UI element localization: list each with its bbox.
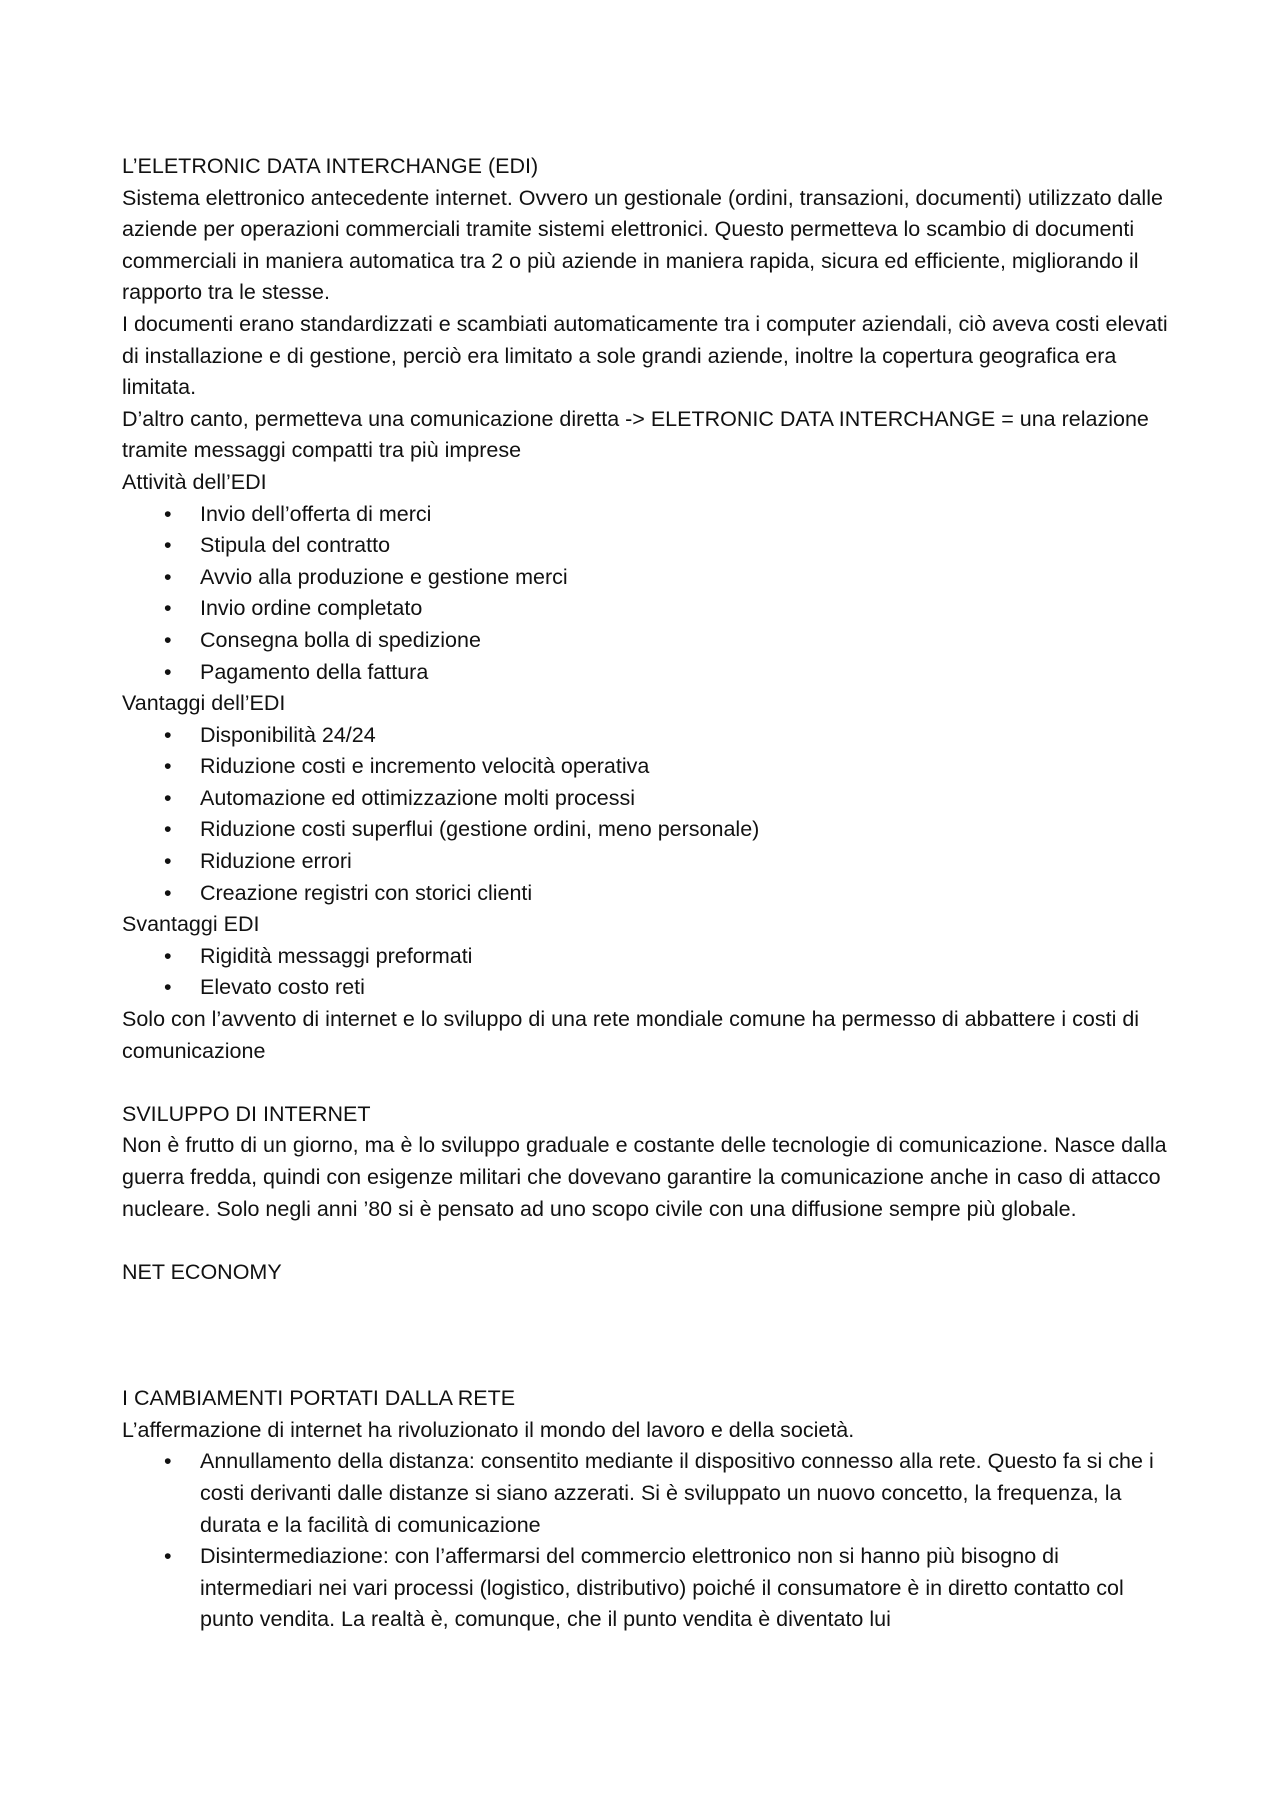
list-item: • Avvio alla produzione e gestione merci bbox=[200, 562, 1172, 594]
changes-intro: L’affermazione di internet ha rivoluzionato il mondo del lavoro e della società. bbox=[122, 1417, 855, 1442]
list-item: • Riduzione costi superflui (gestione ordini, meno personale) bbox=[200, 814, 1172, 846]
list-item: • Pagamento della fattura bbox=[200, 657, 1172, 689]
edi-activities-list bbox=[122, 499, 1172, 689]
edi-advantages-heading: Vantaggi dell’EDI bbox=[122, 691, 286, 716]
spacer bbox=[122, 1067, 1172, 1099]
edi-disadvantages-list bbox=[122, 941, 1172, 1004]
list-item: • Disintermediazione: con l’affermarsi del commercio elettronico non si hanno più bisogno di intermediari nei vari processi (logistico, distributivo) poiché il consumatore è in diretto contatto col punto vendita. La realtà è, comunque, che il punto vendita è diventato lui bbox=[200, 1541, 1172, 1636]
list-item: • Automazione ed ottimizzazione molti processi bbox=[200, 783, 1172, 815]
internet-paragraph: Non è frutto di un giorno, ma è lo sviluppo graduale e costante delle tecnologie di comunicazione. Nasce dalla guerra fredda, quindi con esigenze militari che dovevano garantire la comunicazione anche in caso di attacco nucleare. Solo negli anni ’80 si è pensato ad uno scopo civile con una diffusione sempre più globale. bbox=[122, 1133, 1167, 1221]
changes-title: I CAMBIAMENTI PORTATI DALLA RETE bbox=[122, 1386, 516, 1411]
edi-note: Solo con l’avvento di internet e lo sviluppo di una rete mondiale comune ha permesso di abbattere i costi di comunicazione bbox=[122, 1007, 1140, 1063]
list-item: • Rigidità messaggi preformati bbox=[200, 941, 1172, 973]
list-item: • Invio ordine completato bbox=[200, 593, 1172, 625]
edi-paragraph-3: D’altro canto, permetteva una comunicazione diretta -> ELETRONIC DATA INTERCHANGE = una relazione tramite messaggi compatti tra più imprese bbox=[122, 406, 1149, 463]
list-item: • Riduzione costi e incremento velocità operativa bbox=[200, 751, 1172, 783]
net-economy-title: NET ECONOMY bbox=[122, 1259, 282, 1284]
list-item: • Invio dell’offerta di merci bbox=[200, 499, 1172, 531]
list-item: • Annullamento della distanza: consentito mediante il dispositivo connesso alla rete. Questo fa si che i costi derivanti dalle distanze si siano azzerati. Si è sviluppato un nuovo concetto, la frequenza, la durata e la facilità di comunicazione bbox=[200, 1446, 1172, 1541]
list-item: • Creazione registri con storici clienti bbox=[200, 878, 1172, 910]
edi-disadvantages-heading: Svantaggi EDI bbox=[122, 912, 260, 937]
list-item: • Elevato costo reti bbox=[200, 972, 1172, 1004]
edi-paragraph-2: I documenti erano standardizzati e scambiati automaticamente tra i computer aziendali, ciò aveva costi elevati di installazione e di gestione, perciò era limitato a sole grandi aziende, inoltre la copertura geografica era limitata. bbox=[122, 311, 1168, 400]
list-item: • Stipula del contratto bbox=[200, 530, 1172, 562]
internet-title: SVILUPPO DI INTERNET bbox=[122, 1101, 371, 1126]
list-item: • Consegna bolla di spedizione bbox=[200, 625, 1172, 657]
edi-activities-heading: Attività dell’EDI bbox=[122, 469, 267, 494]
list-item: • Disponibilità 24/24 bbox=[200, 720, 1172, 752]
changes-list bbox=[122, 1446, 1172, 1636]
edi-title: L’ELETRONIC DATA INTERCHANGE (EDI) bbox=[122, 154, 539, 178]
list-item: • Riduzione errori bbox=[200, 846, 1172, 878]
spacer bbox=[122, 1288, 1172, 1383]
spacer bbox=[122, 1225, 1172, 1257]
edi-advantages-list bbox=[122, 720, 1172, 910]
edi-paragraph-1: Sistema elettronico antecedente internet. Ovvero un gestionale (ordini, transazioni, documenti) utilizzato dalle aziende per operazioni commerciali tramite sistemi elettronici. Questo permetteva lo scambio di documenti commerciali in maniera automatica tra 2 o più aziende in maniera rapida, sicura ed efficiente, migliorando il rapporto tra le stesse. bbox=[122, 185, 1163, 305]
document-page bbox=[122, 151, 1172, 1636]
